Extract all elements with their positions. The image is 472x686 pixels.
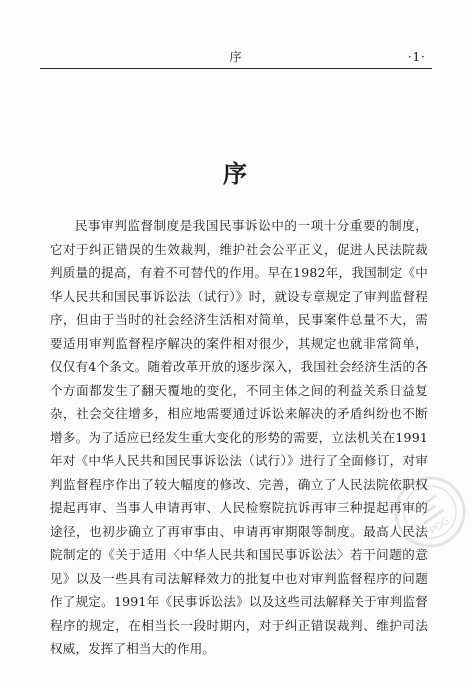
running-header	[40, 50, 432, 69]
chapter-title: 序	[223, 159, 249, 188]
body-paragraph: 民事审判监督制度是我国民事诉讼中的一项十分重要的制度，它对于纠正错误的生效裁判，维护社会公平正义，促进人民法院裁判质量的提高，有着不可替代的作用。早在1982年，我国制定《中华人民共和国民事诉讼法（试行）》时，就设专章规定了审判监督程序，但由于当时的社会经济生活相对简单，民事案件总量不大，需要适用审判监督程序解决的案件相对很少，其规定也就非常简单，仅仅有4个条文。随着改革开放的逐步深入，我国社会经济生活的各个方面都发生了翻天覆地的变化，不同主体之间的利益关系日益复杂，社会交往增多，相应地需要通过诉讼来解决的矛盾纠纷也不断增多。为了适应已经发生重大变化的形势的需要，立法机关在1991年对《中华人民共和国民事诉讼法（试行）》进行了全面修订，对审判监督程序作出了较大幅度的修改、完善，确立了人民法院依职权提起再审、当事人申请再审、人民检察院抗诉再审三种提起再审的途径，也初步确立了再审事由、申请再审期限等制度。最高人民法院制定的《关于适用〈中华人民共和国民事诉讼法〉若干问题的意见》以及一些具有司法解释效力的批复中也对审判监督程序的问题作了规定。1991年《民事诉讼法》以及这些司法解释关于审判监督程序的规定，在相当长一段时期内，对于纠正错误裁判、维护司法权威，发挥了相当大的作用。	[50, 218, 428, 656]
running-title: 序	[229, 50, 243, 64]
watermark-text: PDG	[428, 515, 452, 538]
page-number: ·1·	[407, 50, 426, 64]
